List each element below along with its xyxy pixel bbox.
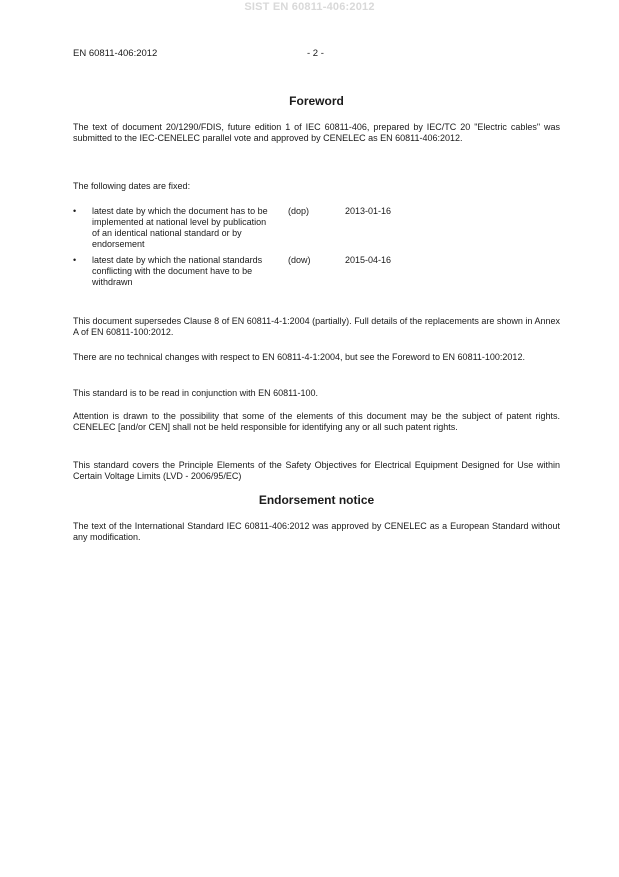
foreword-title: Foreword	[289, 94, 344, 108]
date-value: 2015-04-16	[345, 255, 392, 265]
date-abbreviation: (dow)	[288, 255, 311, 265]
patent-paragraph: Attention is drawn to the possibility that some of the elements of this document may be the subject of patent rights. CENELEC [and/or CEN] shall not be held responsible for identifying any or all such patent rights.	[73, 411, 560, 432]
page-number: - 2 -	[307, 48, 324, 59]
document-id: EN 60811-406:2012	[73, 48, 158, 59]
conjunction-paragraph: This standard is to be read in conjunction with EN 60811-100.	[73, 388, 318, 398]
date-description: latest date by which the national standards conflicting with the document have to be withdrawn	[92, 255, 263, 287]
supersedes-paragraph: This document supersedes Clause 8 of EN 60811-4-1:2004 (partially). Full details of the replacements are shown in Annex A of EN 60811-100:2012.	[73, 316, 560, 337]
date-abbreviation: (dop)	[288, 206, 310, 216]
watermark: SIST EN 60811-406:2012	[244, 1, 375, 13]
lvd-paragraph: This standard covers the Principle Elements of the Safety Objectives for Electrical Equipment Designed for Use within Certain Voltage Limits (LVD - 2006/95/EC)	[73, 460, 560, 481]
technical-changes-paragraph: There are no technical changes with respect to EN 60811-4-1:2004, but see the Foreword to EN 60811-100:2012.	[73, 352, 525, 362]
date-description: latest date by which the document has to be implemented at national level by publication of an identical national standard or by endorsement	[92, 206, 268, 249]
endorsement-paragraph: The text of the International Standard IEC 60811-406:2012 was approved by CENELEC as a European Standard without any modification.	[73, 521, 560, 542]
date-value: 2013-01-16	[345, 206, 392, 216]
foreword-intro-paragraph: The text of document 20/1290/FDIS, future edition 1 of IEC 60811-406, prepared by IEC/TC 20 "Electric cables" was submitted to the IEC-CENELEC parallel vote and approved by CENELEC as EN 60811-406:2012.	[73, 122, 560, 143]
bullet-icon: •	[73, 255, 77, 265]
endorsement-title: Endorsement notice	[258, 493, 375, 507]
dates-intro-paragraph: The following dates are fixed:	[73, 181, 191, 191]
bullet-icon: •	[73, 206, 77, 216]
